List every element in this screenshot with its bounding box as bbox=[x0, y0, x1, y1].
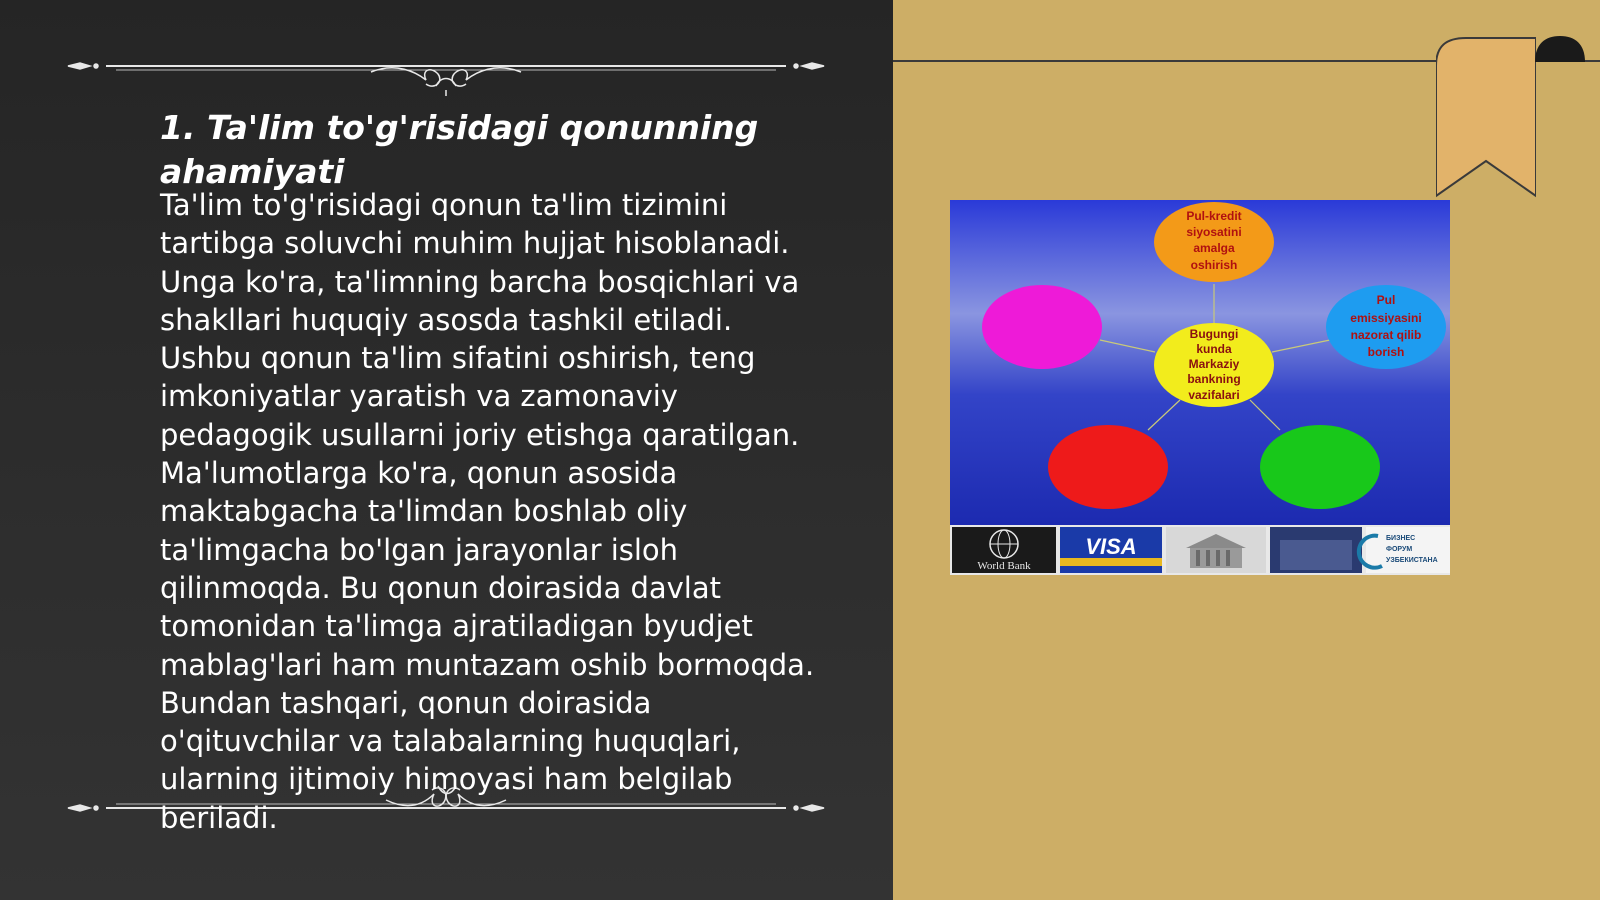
top-node-line-1: Pul-kredit bbox=[1186, 209, 1242, 223]
right-node-line-3: nazorat qilib bbox=[1350, 328, 1422, 342]
ornament-top-divider bbox=[66, 46, 826, 96]
slide-title: 1. Ta'lim to'g'risidagi qonunning ahamiyati bbox=[160, 108, 759, 191]
forum-label-1: БИЗНЕС bbox=[1386, 535, 1416, 542]
top-node-line-3: amalga bbox=[1193, 241, 1235, 255]
visa-label: VISA bbox=[1085, 534, 1137, 559]
right-node-line-4: borish bbox=[1367, 345, 1405, 359]
bottom-right-node bbox=[1260, 425, 1380, 509]
bottom-left-node bbox=[1048, 425, 1168, 509]
forum-label-3: УЗБЕКИСТАНА bbox=[1386, 557, 1438, 564]
center-node-line-5: vazifalari bbox=[1188, 388, 1240, 402]
top-node-line-2: siyosatini bbox=[1186, 225, 1242, 239]
right-node-line-1: Pul bbox=[1376, 293, 1396, 307]
left-node bbox=[982, 285, 1102, 369]
center-node-line-4: bankning bbox=[1187, 372, 1241, 386]
right-node-line-2: emissiyasini bbox=[1350, 311, 1422, 325]
center-node-line-3: Markaziy bbox=[1188, 357, 1240, 371]
top-node-line-4: oshirish bbox=[1190, 258, 1238, 272]
bookmark-cap-icon bbox=[1535, 36, 1585, 62]
forum-label-2: ФОРУМ bbox=[1386, 546, 1413, 553]
bookmark-ribbon-icon bbox=[1436, 36, 1536, 198]
center-node-line-1: Bugungi bbox=[1189, 327, 1239, 341]
world-bank-label: World Bank bbox=[977, 560, 1031, 572]
slide-body-text: Ta'lim to'g'risidagi qonun ta'lim tizimini tartibga soluvchi muhim hujjat hisoblanadi. Unga ko'ra, ta'limning barcha bosqichlari va shakllari huquqiy asosda tashkil etiladi. Ushbu qonun ta'lim sifatini oshirish, teng imkoniyatlar yaratish va zamonaviy pedagogik usullarni joriy etishga qaratilgan. Ma'lumotlarga ko'ra, qonun asosida maktabgacha ta'limdan boshlab oliy ta'limgacha bo'lgan jarayonlar isloh qilinmoqda. Bu qonun doirasida davlat tomonidan ta'limga ajratiladigan byudjet mablag'lari ham muntazam oshib bormoqda. Bundan tashqari, qonun doirasida o'qituvchilar va talabalarning huquqlari, ularning ijtimoiy himoyasi ham belgilab beriladi. bbox=[160, 188, 815, 835]
central-bank-tasks-diagram bbox=[950, 200, 1450, 575]
center-node-line-2: kunda bbox=[1196, 342, 1232, 356]
